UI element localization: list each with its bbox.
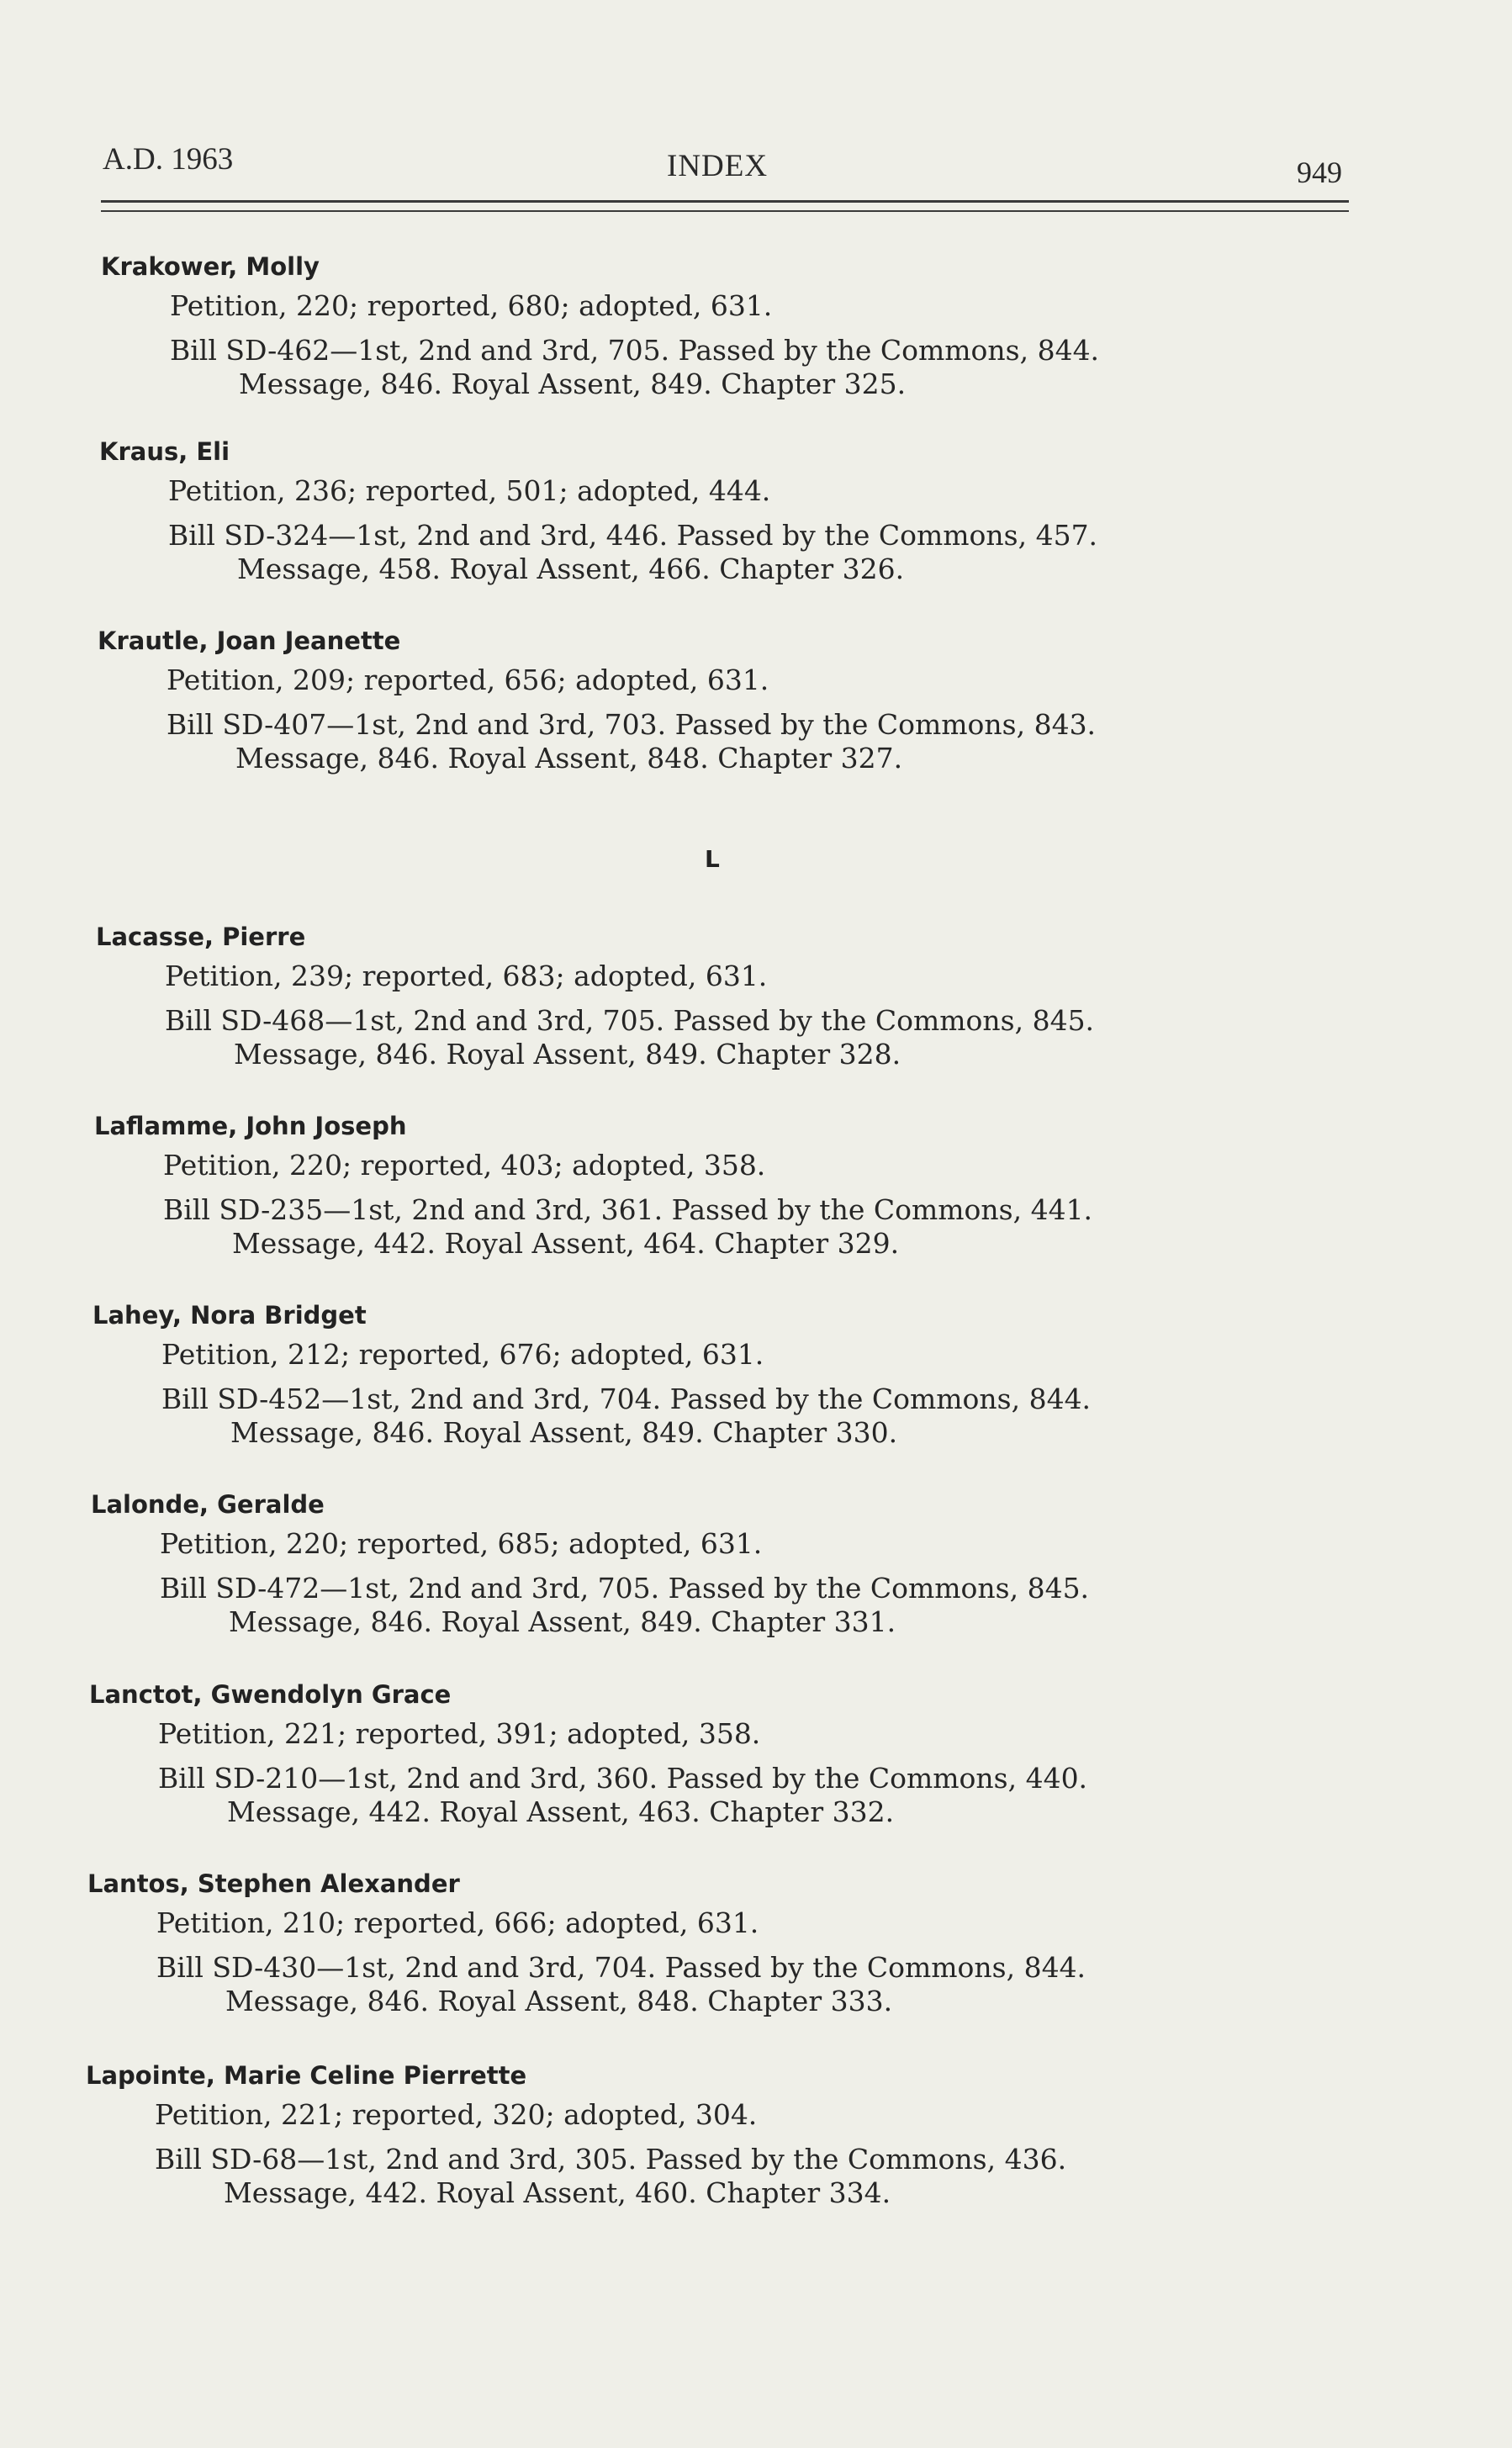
entry-message: Message, 846. Royal Assent, 848. Chapter 327. bbox=[235, 742, 903, 775]
entry-message: Message, 442. Royal Assent, 464. Chapter 329. bbox=[232, 1227, 900, 1260]
entry-petition: Petition, 221; reported, 391; adopted, 358. bbox=[158, 1717, 761, 1750]
entry-message: Message, 846. Royal Assent, 848. Chapter 333. bbox=[225, 1985, 893, 2017]
entry-name: Lanctot, Gwendolyn Grace bbox=[89, 1680, 452, 1709]
entry-message: Message, 846. Royal Assent, 849. Chapter 325. bbox=[239, 367, 907, 400]
entry-name: Lantos, Stephen Alexander bbox=[87, 1869, 460, 1898]
entry-message: Message, 846. Royal Assent, 849. Chapter 330. bbox=[230, 1416, 898, 1449]
entry-petition: Petition, 221; reported, 320; adopted, 304. bbox=[155, 2098, 758, 2131]
entry-bill: Bill SD-210—1st, 2nd and 3rd, 360. Passed by the Commons, 440. bbox=[158, 1762, 1088, 1795]
entry-name: Kraus, Eli bbox=[99, 437, 230, 466]
entry-name: Krakower, Molly bbox=[101, 252, 320, 281]
entry-name: Lalonde, Geralde bbox=[91, 1490, 325, 1519]
entry-message: Message, 846. Royal Assent, 849. Chapter 328. bbox=[234, 1038, 901, 1071]
entry-petition: Petition, 209; reported, 656; adopted, 631. bbox=[167, 664, 769, 696]
entry-petition: Petition, 239; reported, 683; adopted, 631. bbox=[165, 960, 768, 992]
entry-bill: Bill SD-462—1st, 2nd and 3rd, 705. Passed by the Commons, 844. bbox=[170, 334, 1100, 367]
entry-bill: Bill SD-430—1st, 2nd and 3rd, 704. Passed by the Commons, 844. bbox=[156, 1951, 1086, 1984]
entry-message: Message, 458. Royal Assent, 466. Chapter 326. bbox=[237, 553, 905, 585]
entry-message: Message, 442. Royal Assent, 463. Chapter 332. bbox=[227, 1795, 895, 1828]
section-letter: L bbox=[705, 845, 720, 873]
entry-name: Lapointe, Marie Celine Pierrette bbox=[86, 2061, 527, 2090]
header-title: INDEX bbox=[667, 149, 769, 183]
header-rule-top bbox=[101, 200, 1349, 203]
entry-message: Message, 846. Royal Assent, 849. Chapter 331. bbox=[229, 1605, 896, 1638]
entry-name: Lacasse, Pierre bbox=[96, 923, 306, 951]
entry-bill: Bill SD-452—1st, 2nd and 3rd, 704. Passed by the Commons, 844. bbox=[161, 1383, 1092, 1415]
entry-name: Lahey, Nora Bridget bbox=[93, 1301, 367, 1330]
entry-name: Laflamme, John Joseph bbox=[94, 1112, 407, 1140]
entry-petition: Petition, 210; reported, 666; adopted, 631. bbox=[156, 1906, 759, 1939]
entry-message: Message, 442. Royal Assent, 460. Chapter 334. bbox=[224, 2176, 891, 2209]
entry-bill: Bill SD-407—1st, 2nd and 3rd, 703. Passed by the Commons, 843. bbox=[167, 708, 1097, 741]
entry-petition: Petition, 220; reported, 680; adopted, 631. bbox=[170, 289, 773, 322]
entry-petition: Petition, 220; reported, 403; adopted, 358. bbox=[163, 1149, 766, 1182]
entry-petition: Petition, 212; reported, 676; adopted, 631. bbox=[161, 1338, 764, 1371]
page-number: 949 bbox=[1297, 156, 1342, 189]
header-rule-bottom bbox=[101, 210, 1349, 212]
entry-petition: Petition, 236; reported, 501; adopted, 444. bbox=[168, 474, 771, 507]
entry-bill: Bill SD-235—1st, 2nd and 3rd, 361. Passed by the Commons, 441. bbox=[163, 1193, 1093, 1226]
header-year: A.D. 1963 bbox=[103, 142, 234, 177]
entry-bill: Bill SD-68—1st, 2nd and 3rd, 305. Passed by the Commons, 436. bbox=[155, 2143, 1067, 2176]
entry-petition: Petition, 220; reported, 685; adopted, 631. bbox=[160, 1527, 763, 1560]
entry-bill: Bill SD-468—1st, 2nd and 3rd, 705. Passed by the Commons, 845. bbox=[165, 1004, 1095, 1037]
entry-bill: Bill SD-324—1st, 2nd and 3rd, 446. Passed by the Commons, 457. bbox=[168, 519, 1098, 552]
entry-bill: Bill SD-472—1st, 2nd and 3rd, 705. Passed by the Commons, 845. bbox=[160, 1572, 1090, 1605]
entry-name: Krautle, Joan Jeanette bbox=[98, 627, 401, 655]
